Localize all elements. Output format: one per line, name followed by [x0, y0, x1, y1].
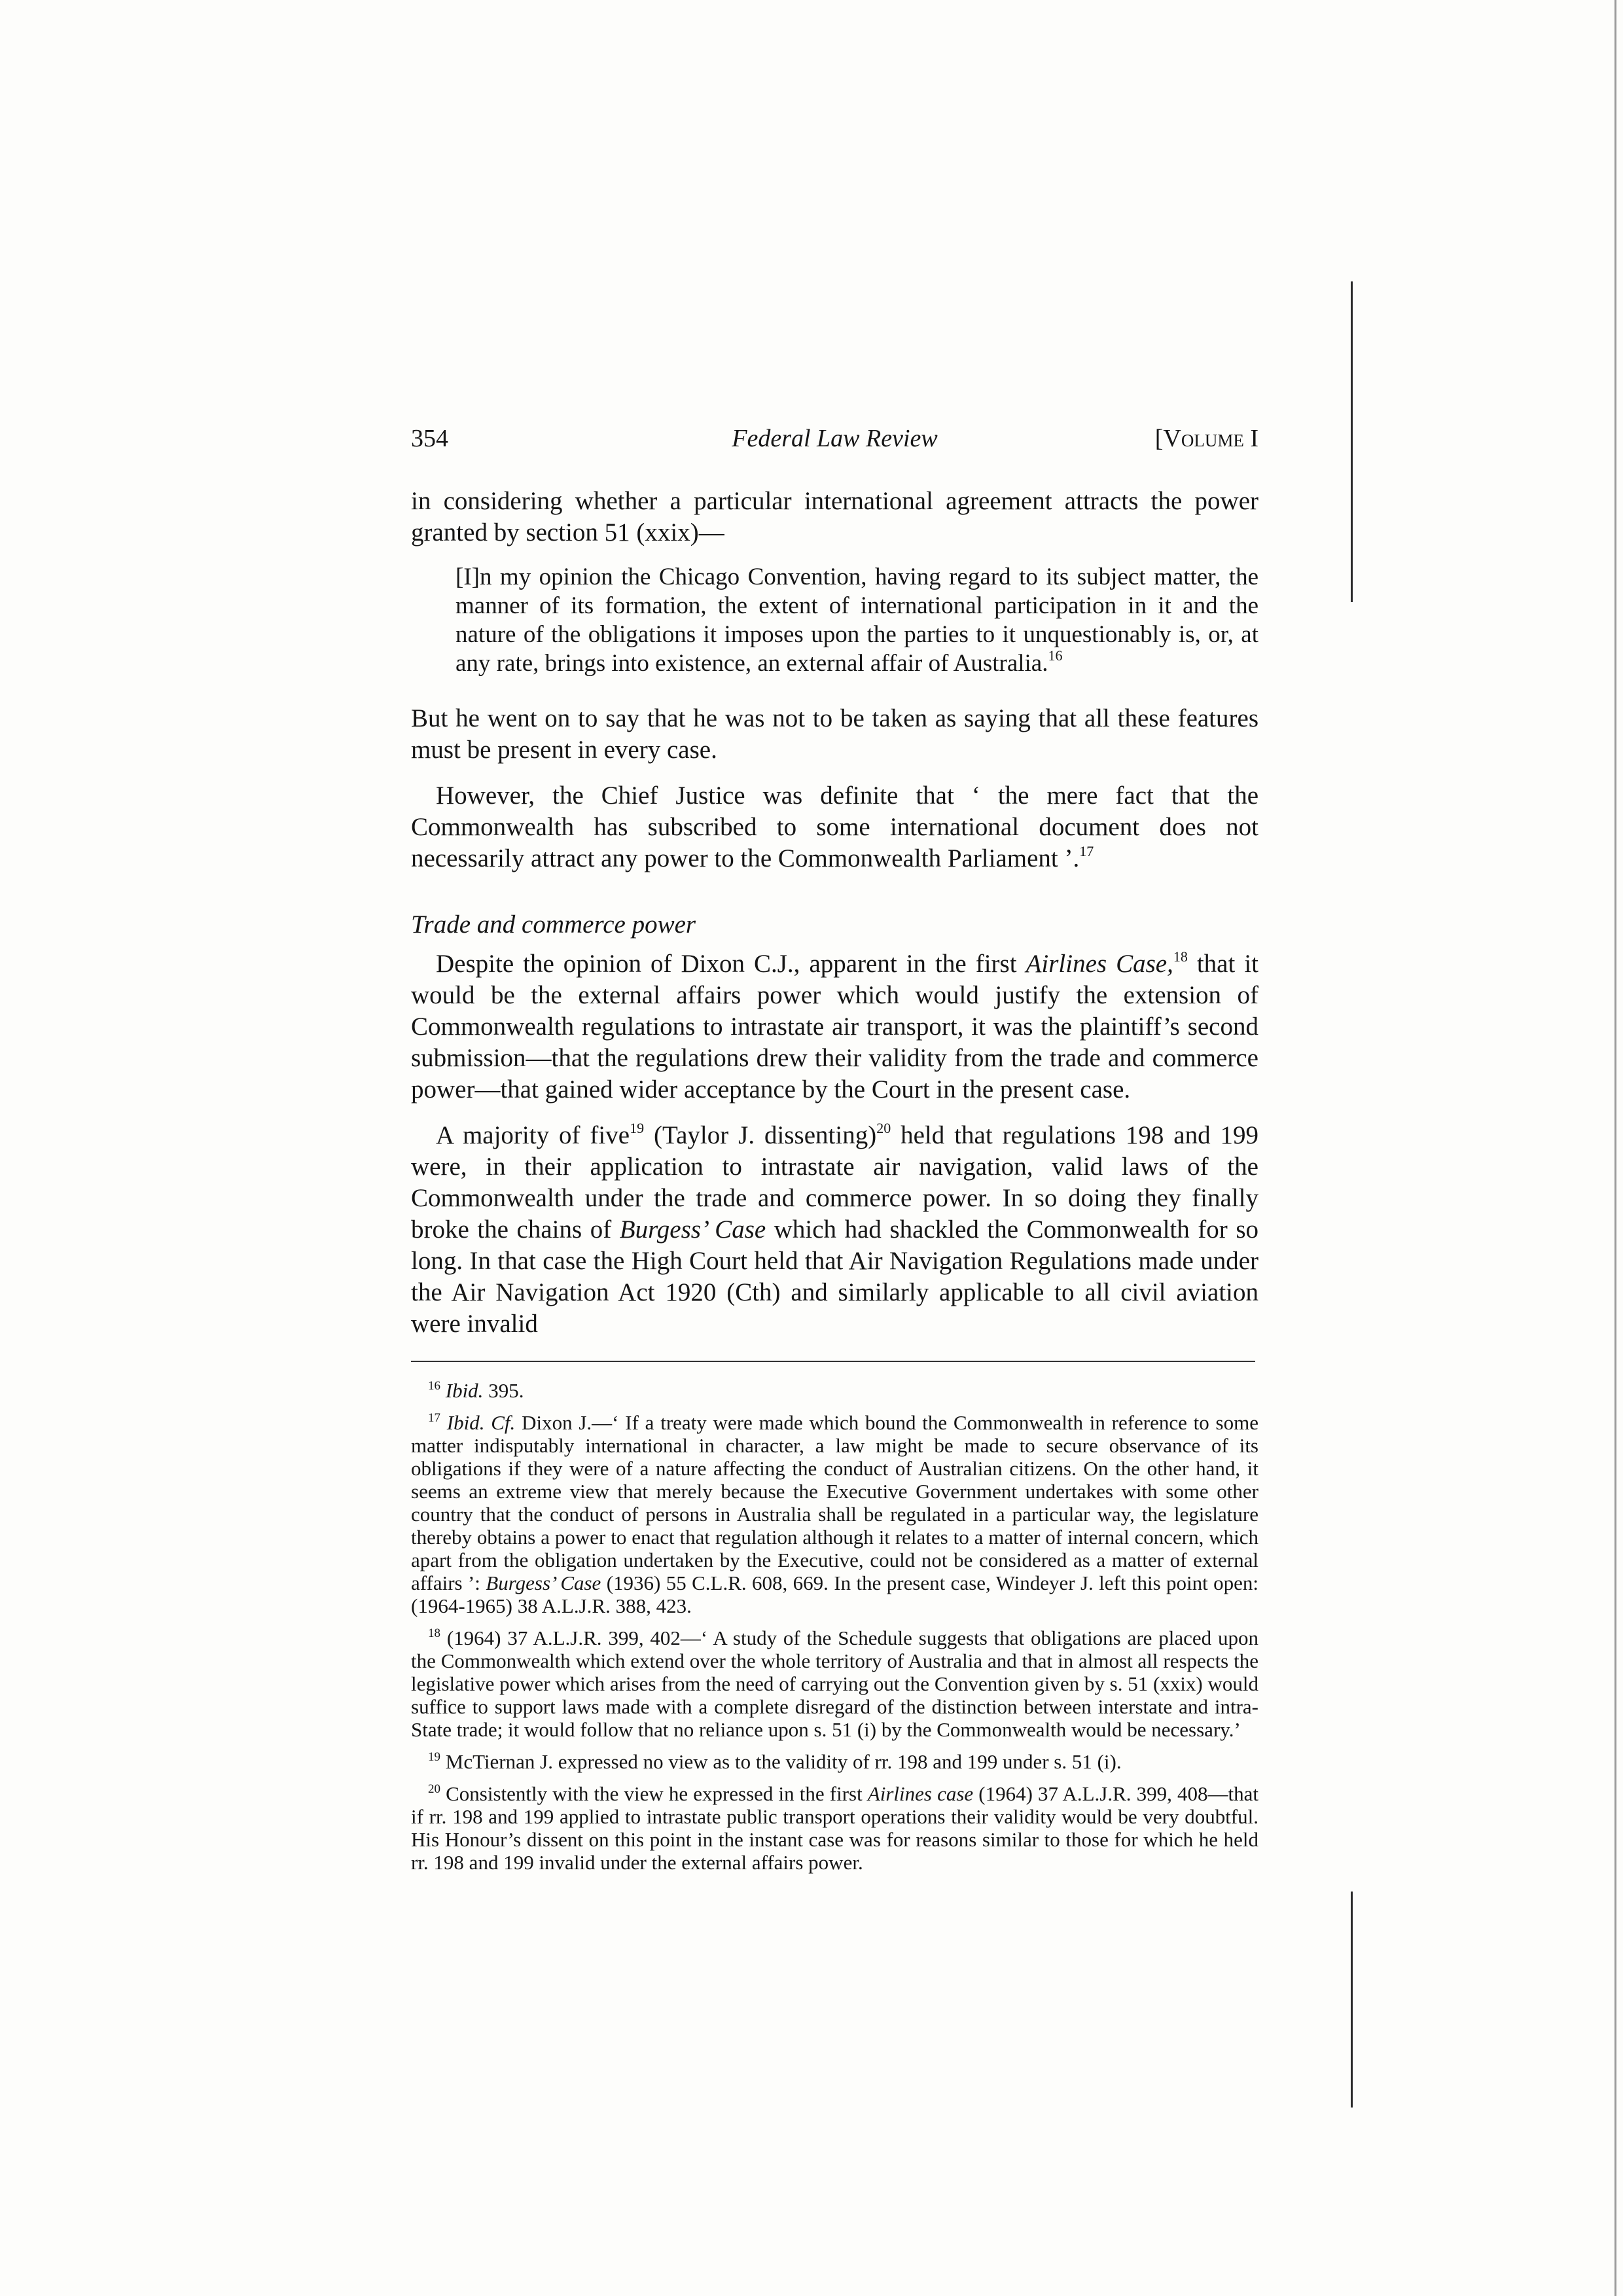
page-number: 354 [411, 425, 448, 452]
body-text [411, 486, 1258, 1340]
footnote-18: $^{18}$ (1964) 37 A.L.J.R. 399, 402—‘ A study of the Schedule suggests that obligations are placed upon the Commonwealth which extend over the whole territory of Australia and that in almost all respects the legislative power which arises from the need of carrying out the Convention given by s. 51 (xxix) would suffice to support laws made with a complete disregard of the distinction between interstate and intra-State trade; it would follow that no reliance upon s. 51 (i) by the Commonwealth would be necessary.’ [411, 1626, 1258, 1741]
footnote-19: $^{19}$ McTiernan J. expressed no view as to the validity of rr. 198 and 199 under s. 51 (i). [428, 1750, 1122, 1773]
footnote-divider [411, 1361, 1255, 1362]
footnote-ref-16: 16 [1048, 647, 1063, 664]
scan-margin-line-bottom [1351, 1892, 1353, 2108]
block-quote: [I]n my opinion the Chicago Convention, having regard to its subject matter, the manner of its formation, the extent of international participation in it and the nature of the obligations it imposes upon the parties to it unquestionably is, or, at any rate, brings into existence, an external affair of Australia.$^{16}$ [455, 564, 1258, 677]
paragraph-1: in considering whether a particular international agreement attracts the power granted by section 51 (xxix)— [411, 487, 1258, 547]
footnote-20: $^{20}$ Consistently with the view he expressed in the first Airlines case (1964) 37 A.L.J.R. 399, 408—that if rr. 198 and 199 applied to intrastate public transport operations their validity would be very doubtful. His Honour’s dissent on this point in the instant case was for reasons similar to those for which he held rr. 198 and 199 invalid under the external affairs power. [411, 1782, 1258, 1874]
running-head [411, 424, 1258, 463]
paragraph-3: However, the Chief Justice was definite that ‘ the mere fact that the Commonwealth has subscribed to some international document does not necessarily attract any power to the Commonwealth Parliament ’.$^{17}$ [411, 781, 1258, 872]
footnote-ref-17: 17 [1079, 843, 1094, 859]
section-heading: Trade and commerce power [411, 910, 696, 939]
document-page [411, 424, 1258, 1883]
paragraph-2: But he went on to say that he was not to be taken as saying that all these features must be present in every case. [411, 704, 1258, 764]
journal-title: Federal Law Review [732, 425, 938, 452]
footnotes [411, 1379, 1258, 1874]
footnote-ref-18: 18 [1173, 948, 1188, 965]
footnote-ref-19: 19 [630, 1120, 645, 1136]
scan-margin-line-top [1351, 281, 1353, 602]
footnote-17: $^{17}$ Ibid. Cf. Dixon J.—‘ If a treaty were made which bound the Commonwealth in reference to some matter indisputably international in character, a law might be made to secure observance of its obligations if they were of a nature affecting the conduct of Australian citizens. On the other hand, it seems an extreme view that merely because the Executive Government undertakes with some other country that the conduct of persons in Australia shall be regulated in a particular way, the legislature thereby obtains a power to enact that regulation although it relates to a matter of internal concern, which apart from the obligation undertaken by the Executive, could not be considered as a matter of external affairs ’: Burgess’ Case (1936) 55 C.L.R. 608, 669. In the present case, Windeyer J. left this point open: (1964-1965) 38 A.L.J.R. 388, 423. [411, 1411, 1258, 1617]
volume-label: [Volume I [1154, 425, 1258, 452]
footnote-16: $^{16}$ Ibid. 395. [428, 1379, 524, 1402]
paragraph-5: A majority of five$^{19}$ (Taylor J. dissenting)$^{20}$ held that regulations 198 and 199 were, in their application to intrastate air navigation, valid laws of the Commonwealth under the trade and commerce power. In so doing they finally broke the chains of Burgess’ Case which had shackled the Commonwealth for so long. In that case the High Court held that Air Navigation Regulations made under the Air Navigation Act 1920 (Cth) and similarly applicable to all civil aviation were invalid [411, 1120, 1259, 1338]
paragraph-4: Despite the opinion of Dixon C.J., apparent in the first Airlines Case,$^{18}$ that it would be the external affairs power which would justify the extension of Commonwealth regulations to intrastate air transport, it was the plaintiff’s second submission—that the regulations drew their validity from the trade and commerce power—that gained wider acceptance by the Court in the present case. [411, 948, 1259, 1103]
footnote-ref-20: 20 [876, 1120, 891, 1136]
scan-page-edge [1614, 0, 1616, 2296]
